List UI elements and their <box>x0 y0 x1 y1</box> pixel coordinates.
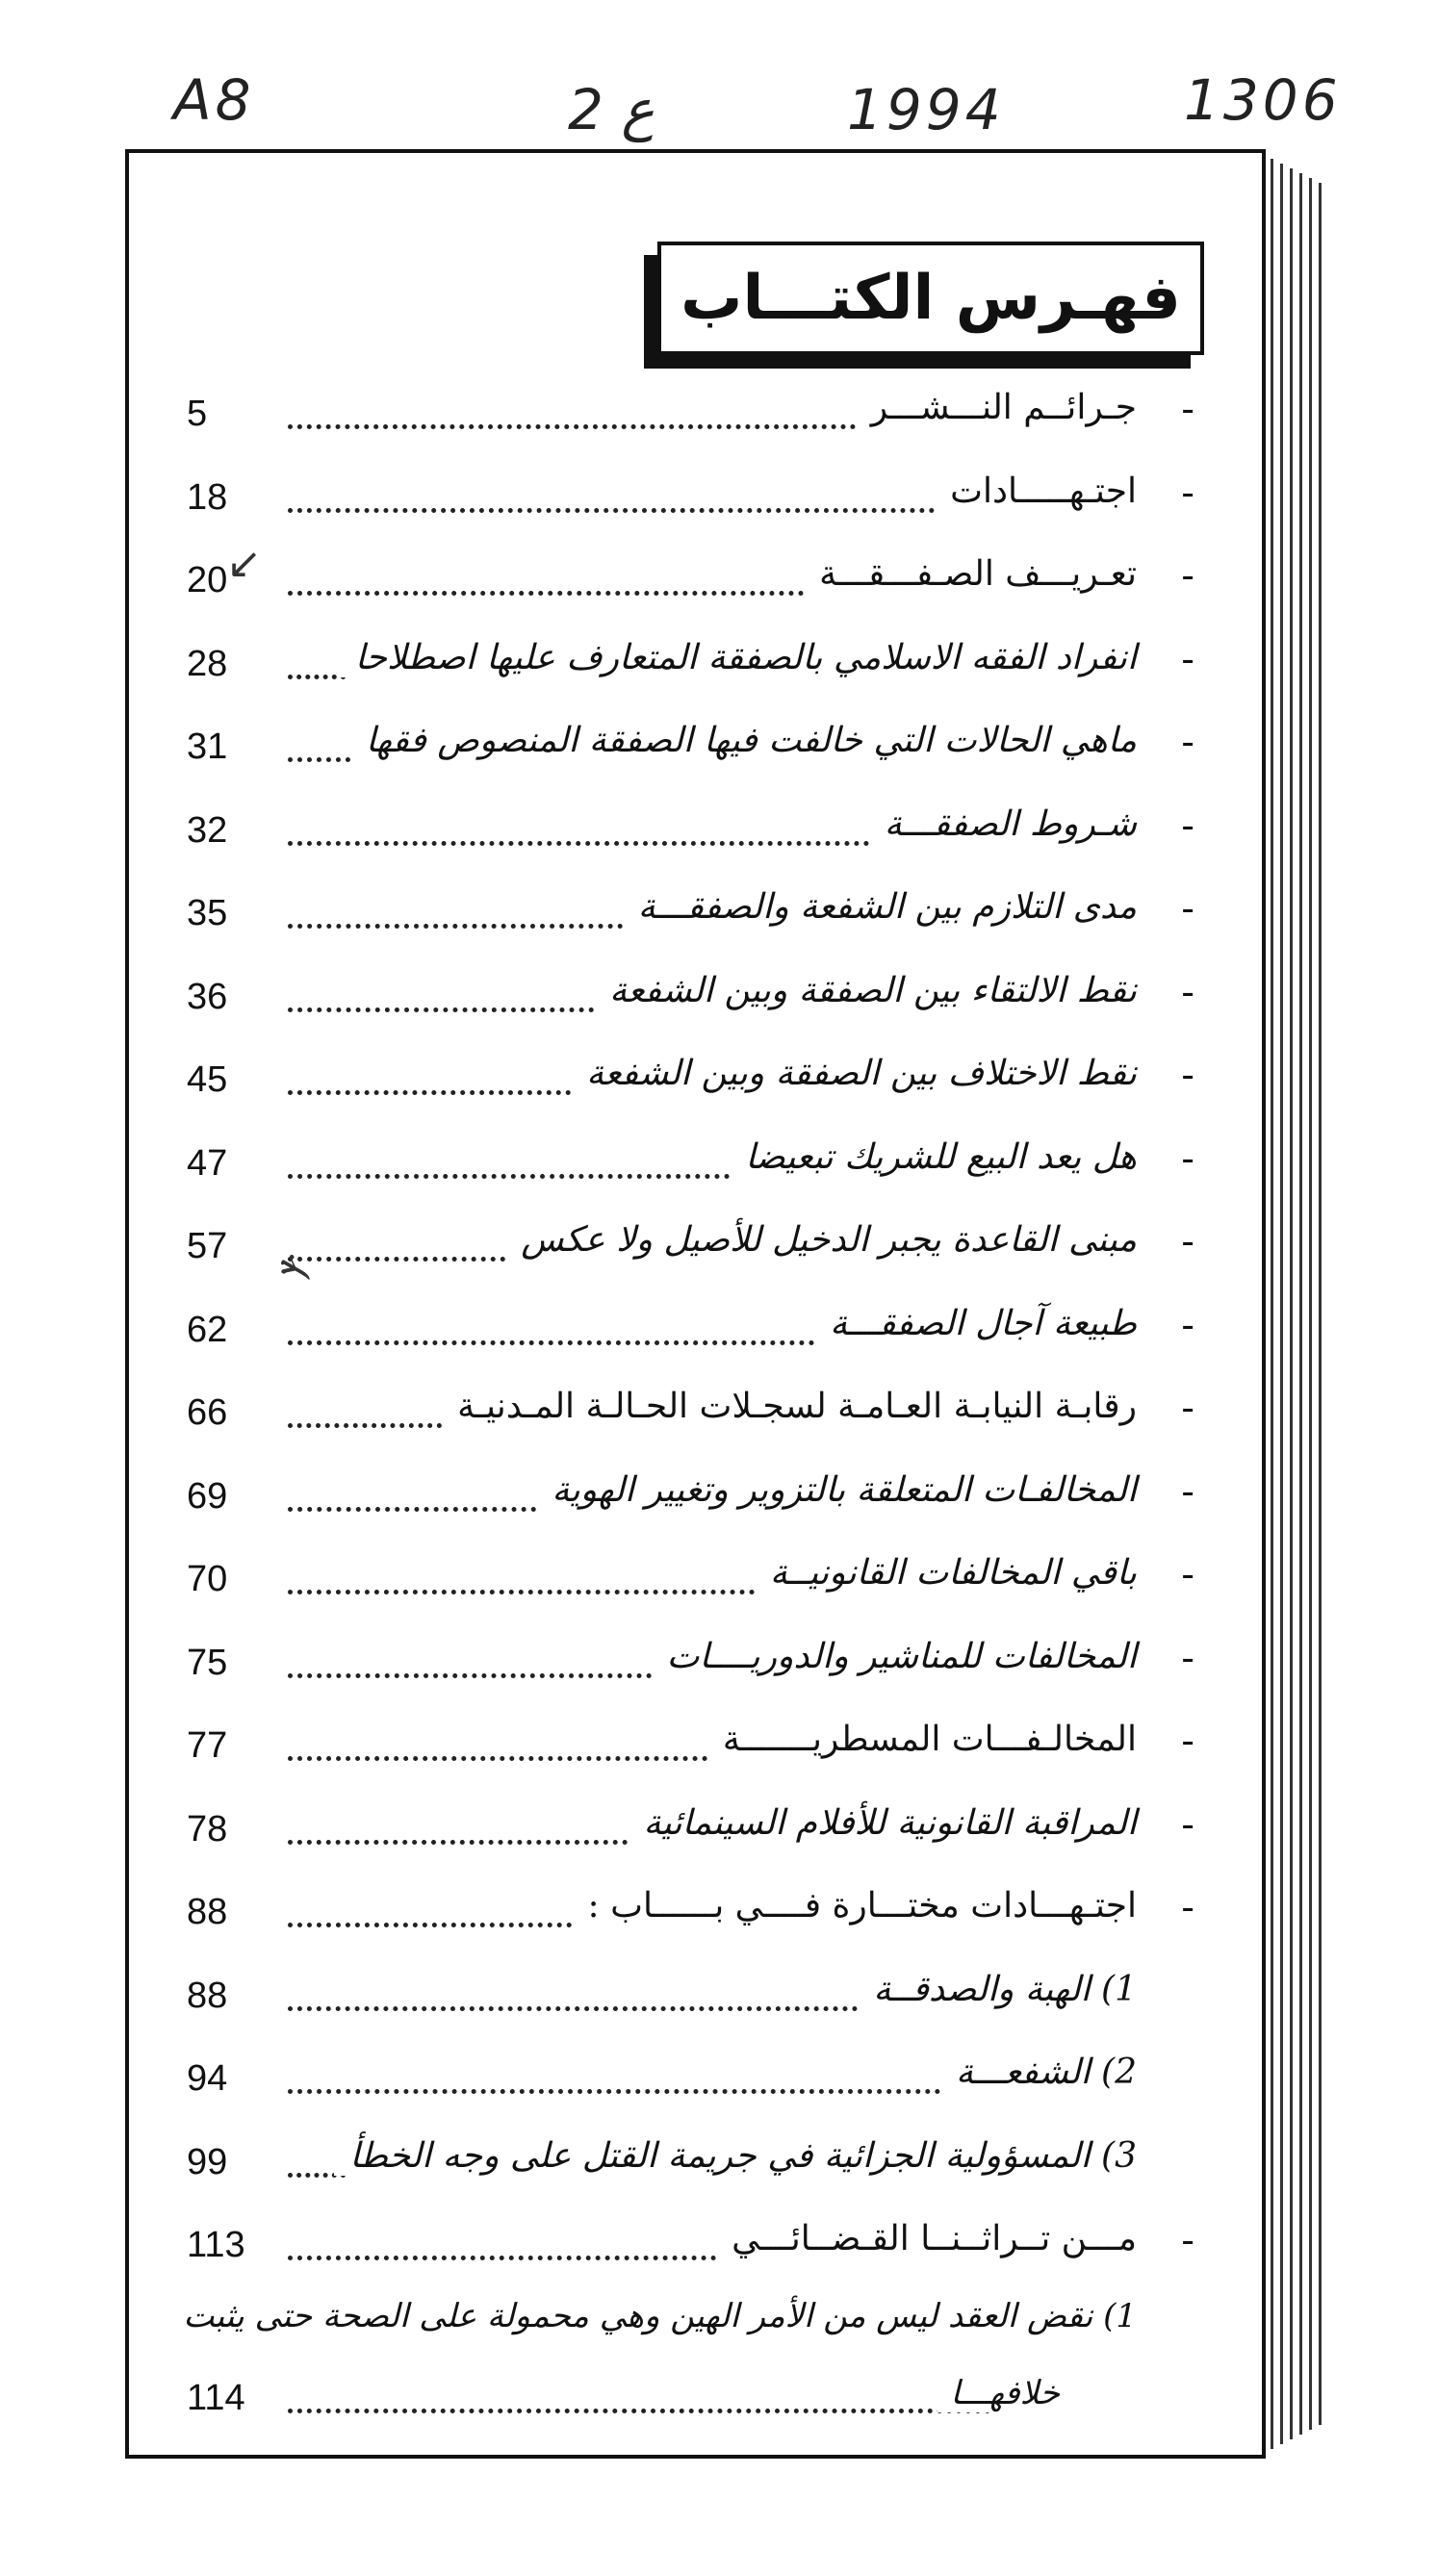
toc-entry-title: مدى التلازم بين الشفعة والصفقـــة <box>623 887 1137 927</box>
toc-entry-title: جـرائــم النـــشـــر <box>856 388 1137 427</box>
toc-entry-bullet-dash: - <box>1181 1387 1194 1429</box>
toc-entry-leader-dots <box>288 1551 755 1594</box>
toc-entry <box>187 1290 1204 1374</box>
toc-entry <box>183 2289 1204 2434</box>
handwritten-mark-middle-right: 1994 <box>847 77 1005 142</box>
toc-entry-leader-dots <box>288 636 346 679</box>
toc-entry-bullet-dash: - <box>1181 1636 1194 1679</box>
toc-entry-title: مـــن تــراثــنــا القـضــائـــي <box>716 2219 1137 2258</box>
handwritten-mark-middle-left: 2 ع <box>568 77 655 142</box>
toc-entry-title: المخالفات للمناشير والدوريــــات <box>652 1637 1137 1676</box>
toc-list <box>183 374 1204 2434</box>
toc-entry-title: نقط الاختلاف بين الصفقة وبين الشفعة <box>571 1054 1137 1093</box>
toc-entry-page-number: 28 <box>187 643 228 684</box>
toc-entry-leader-dots <box>288 1302 814 1345</box>
toc-entry-page-number: 88 <box>187 1892 228 1932</box>
toc-entry-leader-dots <box>288 803 869 846</box>
toc-entry <box>187 2039 1204 2123</box>
toc-entry-bullet-dash: - <box>1181 1303 1194 1346</box>
toc-entry <box>187 1457 1204 1541</box>
toc-entry <box>187 1373 1204 1457</box>
toc-entry-leader-dots <box>288 2370 990 2413</box>
toc-entry-bullet-dash: - <box>1181 554 1194 597</box>
toc-entry-leader-dots <box>288 1718 707 1761</box>
toc-entry-leader-dots <box>288 2051 940 2094</box>
toc-entry-leader-dots <box>288 552 804 596</box>
toc-entry-page-number: 5 <box>187 394 208 434</box>
toc-entry-leader-dots <box>288 1801 628 1845</box>
toc-entry-page-number: 47 <box>187 1142 228 1184</box>
toc-entry-bullet-dash: - <box>1181 1553 1194 1595</box>
toc-entry <box>187 2123 1204 2206</box>
toc-entry-leader-dots <box>288 1635 652 1678</box>
toc-entry-bullet-dash: - <box>1181 471 1194 514</box>
toc-entry-page-number: 66 <box>187 1392 228 1433</box>
toc-entry <box>187 458 1204 542</box>
toc-entry-title: نقط الالتقاء بين الصفقة وبين الشفعة <box>594 971 1137 1010</box>
toc-entry-bullet-dash: - <box>1181 388 1194 430</box>
toc-entry-title: اجتـهـــــادات <box>935 472 1137 511</box>
toc-entry-leader-dots <box>288 1468 536 1512</box>
pen-annotation-scribble: ⲯ <box>263 1243 318 1288</box>
toc-entry-title: اجتـهـــادات مختـــارة فــــي بــــــاب : <box>573 1886 1138 1926</box>
toc-entry-title: تعـريـــف الصـفـــقـــة <box>804 554 1137 594</box>
toc-entry-bullet-dash: - <box>1181 1220 1194 1262</box>
toc-entry <box>187 791 1204 875</box>
toc-entry-title: المخالـفـــات المسطريـــــــة <box>707 1720 1137 1759</box>
toc-entry <box>187 957 1204 1041</box>
toc-entry <box>187 1706 1204 1790</box>
toc-entry-title: 2) الشفعـــة <box>940 2053 1137 2092</box>
toc-entry-bullet-dash: - <box>1181 1886 1194 1928</box>
pen-annotation-arrow: ↙ <box>226 539 262 588</box>
toc-entry-page-number: 57 <box>187 1226 228 1266</box>
toc-entry-page-number: 94 <box>187 2058 228 2099</box>
toc-entry-title-line1: 1) نقض العقد ليس من الأمر الهين وهي محمولة على الصحة حتى يثبت <box>183 2296 1137 2335</box>
toc-entry-page-number: 77 <box>187 1725 228 1766</box>
toc-entry <box>187 625 1204 708</box>
toc-entry-title: المراقبة القانونية للأفلام السينمائية <box>628 1803 1137 1843</box>
toc-entry-page-number: 70 <box>187 1559 228 1599</box>
toc-entry-bullet-dash: - <box>1181 1054 1194 1096</box>
toc-entry-title: طبيعة آجال الصفقـــة <box>814 1304 1137 1343</box>
toc-entry <box>187 707 1204 791</box>
toc-entry-page-number: 36 <box>187 976 228 1017</box>
toc-entry <box>187 1873 1204 1956</box>
toc-entry-leader-dots <box>288 1968 858 2011</box>
toc-entry-page-number: 62 <box>187 1309 228 1350</box>
toc-entry-title: 3) المسؤولية الجزائية في جريمة القتل على وجه الخطأ <box>334 2136 1137 2176</box>
toc-entry-bullet-dash: - <box>1181 721 1194 763</box>
handwritten-mark-right: 1306 <box>1184 67 1342 133</box>
toc-entry-bullet-dash: - <box>1181 970 1194 1013</box>
toc-entry <box>187 1540 1204 1623</box>
toc-entry-page-number: 20 <box>187 560 228 600</box>
toc-entry-bullet-dash: - <box>1181 803 1194 847</box>
toc-entry-title: 1) الهبة والصدقــة <box>858 1970 1137 2009</box>
toc-entry-leader-dots <box>288 386 856 429</box>
toc-entry-page-number: 32 <box>187 809 228 851</box>
toc-entry-title: هل يعد البيع للشريك تبعيضا <box>730 1137 1137 1177</box>
toc-title-box <box>657 242 1204 355</box>
toc-entry-bullet-dash: - <box>1181 1720 1194 1762</box>
toc-entry-title-line2: خلافهـــا <box>937 2374 1060 2412</box>
toc-entry-page-number: 99 <box>187 2141 228 2182</box>
toc-entry-page-number: 31 <box>187 727 228 767</box>
toc-entry-page-number: 18 <box>187 476 228 518</box>
toc-entry-leader-dots <box>288 1135 730 1179</box>
toc-entry-leader-dots <box>288 719 350 762</box>
toc-entry-page-number: 113 <box>187 2225 245 2265</box>
toc-entry <box>187 1124 1204 1208</box>
toc-entry-page-number: 35 <box>187 893 228 933</box>
toc-entry-bullet-dash: - <box>1181 1469 1194 1513</box>
toc-entry-title: باقي المخالفات القانونيــة <box>755 1553 1137 1593</box>
toc-entry-leader-dots <box>288 470 935 513</box>
toc-entry <box>187 2206 1204 2289</box>
toc-entry-page-number: 88 <box>187 1975 228 2016</box>
toc-entry-title: المخالفـات المتعلقة بالتزوير وتغيير الهوية <box>536 1470 1137 1510</box>
toc-entry-title: شـروط الصفقـــة <box>869 804 1137 844</box>
toc-entry <box>187 1790 1204 1874</box>
toc-entry <box>187 541 1204 625</box>
toc-entry-bullet-dash: - <box>1181 1802 1194 1846</box>
toc-entry <box>187 374 1204 458</box>
toc-entry <box>187 874 1204 957</box>
toc-entry-page-number: 75 <box>187 1642 228 1683</box>
toc-entry-leader-dots <box>288 885 623 929</box>
toc-entry <box>187 1623 1204 1707</box>
toc-title: فهـرس الكتـــاب <box>680 263 1181 334</box>
book-page <box>125 149 1266 2459</box>
toc-entry-leader-dots <box>288 1218 505 1262</box>
toc-entry-title: انفراد الفقه الاسلامي بالصفقة المتعارف عليها اصطلاحا <box>340 638 1137 677</box>
toc-entry-bullet-dash: - <box>1181 1136 1194 1180</box>
toc-entry-bullet-dash: - <box>1181 2219 1194 2261</box>
toc-entry-title: ماهي الحالات التي خالفت فيها الصفقة المنصوص فقها <box>350 721 1137 760</box>
toc-entry <box>187 1040 1204 1124</box>
toc-entry-leader-dots <box>288 969 594 1012</box>
handwritten-mark-left: A8 <box>173 67 255 133</box>
toc-entry-bullet-dash: - <box>1181 637 1194 680</box>
toc-entry <box>187 1207 1204 1290</box>
toc-entry-leader-dots <box>288 2217 716 2260</box>
toc-entry-title: مبنى القاعدة يجبر الدخيل للأصيل ولا عكس <box>505 1220 1137 1260</box>
toc-entry <box>187 1956 1204 2040</box>
toc-entry-page-number: 69 <box>187 1475 228 1517</box>
toc-entry-page-number: 114 <box>187 2377 245 2418</box>
toc-entry-leader-dots <box>288 1052 571 1095</box>
toc-entry-leader-dots <box>288 1884 572 1927</box>
toc-entry-page-number: 78 <box>187 1808 228 1849</box>
toc-entry-leader-dots <box>288 1385 442 1428</box>
toc-entry-page-number: 45 <box>187 1059 228 1100</box>
toc-entry-bullet-dash: - <box>1181 887 1194 930</box>
toc-entry-title: رقابـة النيابـة العـامـة لسجـلات الحـالـة المـدنيـة <box>442 1387 1137 1426</box>
